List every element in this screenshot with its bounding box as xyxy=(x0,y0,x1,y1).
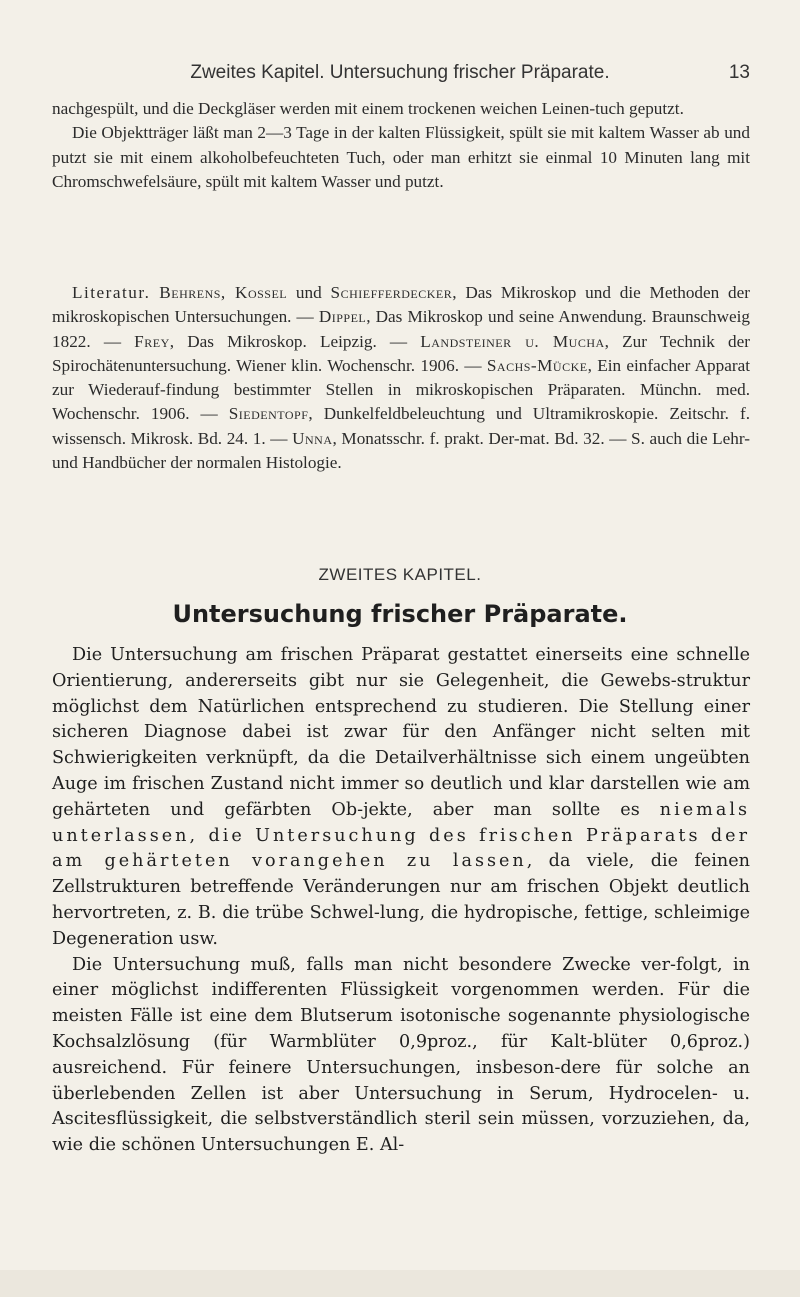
literature-text: , Das Mikroskop und die Methoden der mikroskopischen Untersuchungen. — xyxy=(52,283,750,327)
cleaning-paragraph-2: Die Objektträger läßt man 2—3 Tage in der kalten Flüssigkeit, spült sie mit kaltem Wasser ab und putzt sie mit einem alkoholbefeuchteten Tuch, oder man erhitzt sie einmal 10 Minuten lang mit Chromschwefelsäure, spült mit kaltem Wasser und putzt. xyxy=(52,123,750,191)
body-text: Die Untersuchung am frischen Präparat gestattet einerseits eine schnelle Orientierung, andererseits gibt nur sie Gelegenheit, die Gewebs-struktur möglichst dem Natürlichen entsprechend zu studieren. Die Stellung einer sicheren Diagnose dabei ist zwar für den Anfänger nicht selten mit Schwierigkeiten verknüpft, da die Detailverhältnisse sich einem ungeübten Auge im frischen Zustand nicht immer so deutlich und klar darstellen wie am gehärteten und gefärbten Ob-jekte, aber man sollte es xyxy=(52,645,750,820)
literature-section xyxy=(52,281,750,475)
author-unna: Unna xyxy=(292,428,333,448)
author-frey: Frey xyxy=(134,331,170,351)
emphasized-text: niemals unterlassen, die Untersuchung des frischen Präparats der am gehärteten vorangehen zu lassen xyxy=(52,799,750,872)
page-bottom-margin xyxy=(0,1270,800,1297)
literature-text: , Dunkelfeldbeleuchtung und Ultramikroskopie. Zeitschr. f. wissensch. Mikrosk. Bd. 24. 1. — xyxy=(52,404,750,448)
author-landsteiner-mucha: Landsteiner u. Mucha xyxy=(420,331,605,351)
author-dippel: Dippel xyxy=(318,307,367,327)
page-number: 13 xyxy=(728,62,750,83)
body-paragraph-2: Die Untersuchung muß, falls man nicht besondere Zwecke ver-folgt, in einer möglichst indifferenten Flüssigkeit vorgenommen werden. Für die meisten Fälle ist eine dem Blutserum isotonische sogenannte physiologische Kochsalzlösung (für Warmblüter 0,9proz., für Kalt-blüter 0,6proz.) ausreichend. Für feinere Untersuchungen, insbeson-dere für solche an überlebenden Zellen ist aber Untersuchung in Serum, Hydrocelen- u. Ascitesflüssigkeit, die selbstverständlich steril sein müssen, vorzuziehen, da, wie die schönen Untersuchungen E. Al- xyxy=(52,954,750,1156)
literature-text: , Ein einfacher Apparat zur Wiederauf-findung bestimmter Stellen in mikroskopischen Präparaten. Münchn. med. Wochenschr. 1906. — xyxy=(52,355,751,424)
author-schiefferdecker: Schiefferdecker xyxy=(330,283,453,302)
cleaning-paragraph-1: nachgespült, und die Deckgläser werden mit einem trockenen weichen Leinen-tuch geputzt. xyxy=(52,99,684,118)
cleaning-section xyxy=(52,97,750,194)
body-paragraph-1 xyxy=(52,643,750,953)
running-title: Zweites Kapitel. Untersuchung frischer Präparate. xyxy=(190,62,610,83)
body-text: , da viele, die feinen Zellstrukturen betreffende Veränderungen nur am frischen Objekt deutlich hervortreten, z. B. die trübe Schwel-lung, die hydropische, fettige, schleimige Degeneration usw. xyxy=(52,851,750,949)
page-header xyxy=(0,62,800,96)
author-sachs-muecke: Sachs-Mücke xyxy=(486,355,588,375)
chapter-body xyxy=(52,643,750,1159)
literature-text: und xyxy=(287,283,331,302)
chapter-title: Untersuchung frischer Präparate. xyxy=(172,600,628,628)
chapter-label: ZWEITES KAPITEL. xyxy=(318,565,482,584)
literature-text: , Das Mikroskop. Leipzig. — xyxy=(169,331,421,351)
literature-label: Literatur. xyxy=(72,283,151,302)
literature-text: , Das Mikroskop und seine Anwendung. Braunschweig 1822. — xyxy=(52,307,751,351)
literature-text: , Monatsschr. f. prakt. Der-mat. Bd. 32. — S. auch die Lehr- und Handbücher der normalen Histologie. xyxy=(52,428,750,473)
literature-text: , Zur Technik der Spirochätenuntersuchung. Wiener klin. Wochenschr. 1906. — xyxy=(52,331,750,375)
author-siedentopf: Siedentopf xyxy=(228,404,309,424)
literature-paragraph xyxy=(52,281,750,475)
author-behrens-kossel: Behrens, Kossel xyxy=(159,283,288,302)
